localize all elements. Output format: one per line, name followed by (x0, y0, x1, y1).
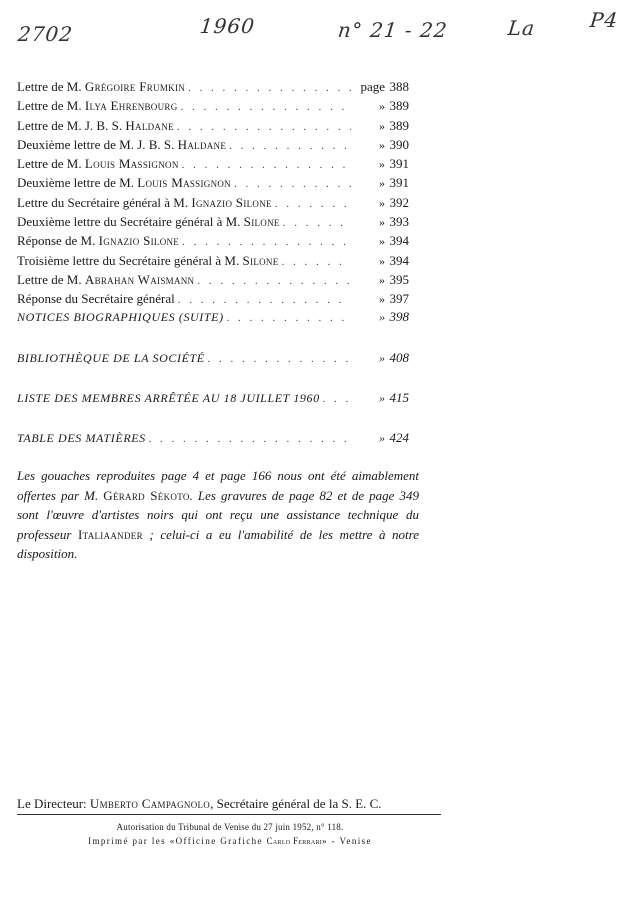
illustration-note: Les gouaches reproduites page 4 et page 166 nous ont été aimablement offertes par M. Gérard Sékoto. Les gravures de page 82 et de page 349 sont l'œuvre d'artistes noirs qui ont reçu une assistance technique du professeur Italiaander ; celui-ci a eu l'amabilité de les mettre à notre disposition. (17, 468, 419, 561)
footer-divider (17, 814, 441, 815)
toc-page: 392 (389, 194, 409, 210)
toc-page: 394 (389, 233, 409, 249)
toc-page: 391 (389, 156, 409, 172)
authorization-line: Autorisation du Tribunal de Venise du 27 juin 1952, n° 118. (116, 822, 344, 832)
toc-row: Troisième lettre du Secrétaire général à M. Silone . . . » 394 (17, 252, 409, 271)
toc-page: 389 (389, 98, 409, 114)
toc-page: 390 (389, 136, 409, 152)
handwritten-tag: P4 (588, 8, 620, 32)
toc-row: Réponse de M. Ignazio Silone . . . » 394 (17, 232, 409, 251)
toc-row: Lettre de M. Louis Massignon . . . » 391 (17, 155, 409, 174)
section-page: 408 (389, 350, 409, 365)
section-page: 415 (389, 390, 409, 405)
toc-page: 394 (389, 252, 409, 268)
printer-line: Imprimé par les «Officine Grafiche Carlo Ferrari» - Venise (88, 836, 372, 846)
toc-row: Lettre du Secrétaire général à M. Ignazio Silone . . . » 392 (17, 194, 409, 213)
toc-row: Deuxième lettre de M. J. B. S. Haldane . . . » 390 (17, 136, 409, 155)
toc-row: Réponse du Secrétaire général . . . » 397 (17, 290, 409, 309)
section-table-matieres: TABLE DES MATIÈRES . . . » 424 (17, 430, 409, 446)
section-bibliotheque: BIBLIOTHÈQUE DE LA SOCIÉTÉ . . . » 408 (17, 350, 409, 366)
handwritten-initials: La (506, 16, 537, 40)
toc-page: 393 (389, 214, 409, 230)
toc-row: Deuxième lettre du Secrétaire général à M. Silone . . . » 393 (17, 213, 409, 232)
section-notices: NOTICES BIOGRAPHIQUES (SUITE) . . . » 398 (17, 309, 409, 325)
toc-page: 395 (389, 271, 409, 287)
toc-row: Lettre de M. Abrahan Waismann . . . » 395 (17, 271, 409, 290)
section-liste-membres: LISTE DES MEMBRES ARRÊTÉE AU 18 JUILLET 1960 . . . » 415 (17, 390, 409, 406)
toc-page: 391 (389, 175, 409, 191)
toc-page: 397 (389, 291, 409, 307)
table-of-contents (17, 78, 409, 310)
toc-row: Lettre de M. Grégoire Frumkin . . . page 388 (17, 78, 409, 97)
toc-row: Lettre de M. J. B. S. Haldane . . . » 389 (17, 117, 409, 136)
section-page: 424 (389, 430, 409, 445)
handwritten-code: 2702 (16, 22, 75, 46)
director-line: Le Directeur: Umberto Campagnolo, Secrétaire général de la S. E. C. (17, 796, 382, 811)
toc-page: 389 (389, 117, 409, 133)
handwritten-year: 1960 (198, 14, 257, 38)
handwritten-issue: n° 21 - 22 (336, 18, 449, 42)
toc-page: 388 (389, 79, 409, 94)
toc-row: Deuxième lettre de M. Louis Massignon . . . » 391 (17, 174, 409, 193)
toc-row: Lettre de M. Ilya Ehrenbourg . . . » 389 (17, 97, 409, 116)
section-page: 398 (389, 309, 409, 324)
